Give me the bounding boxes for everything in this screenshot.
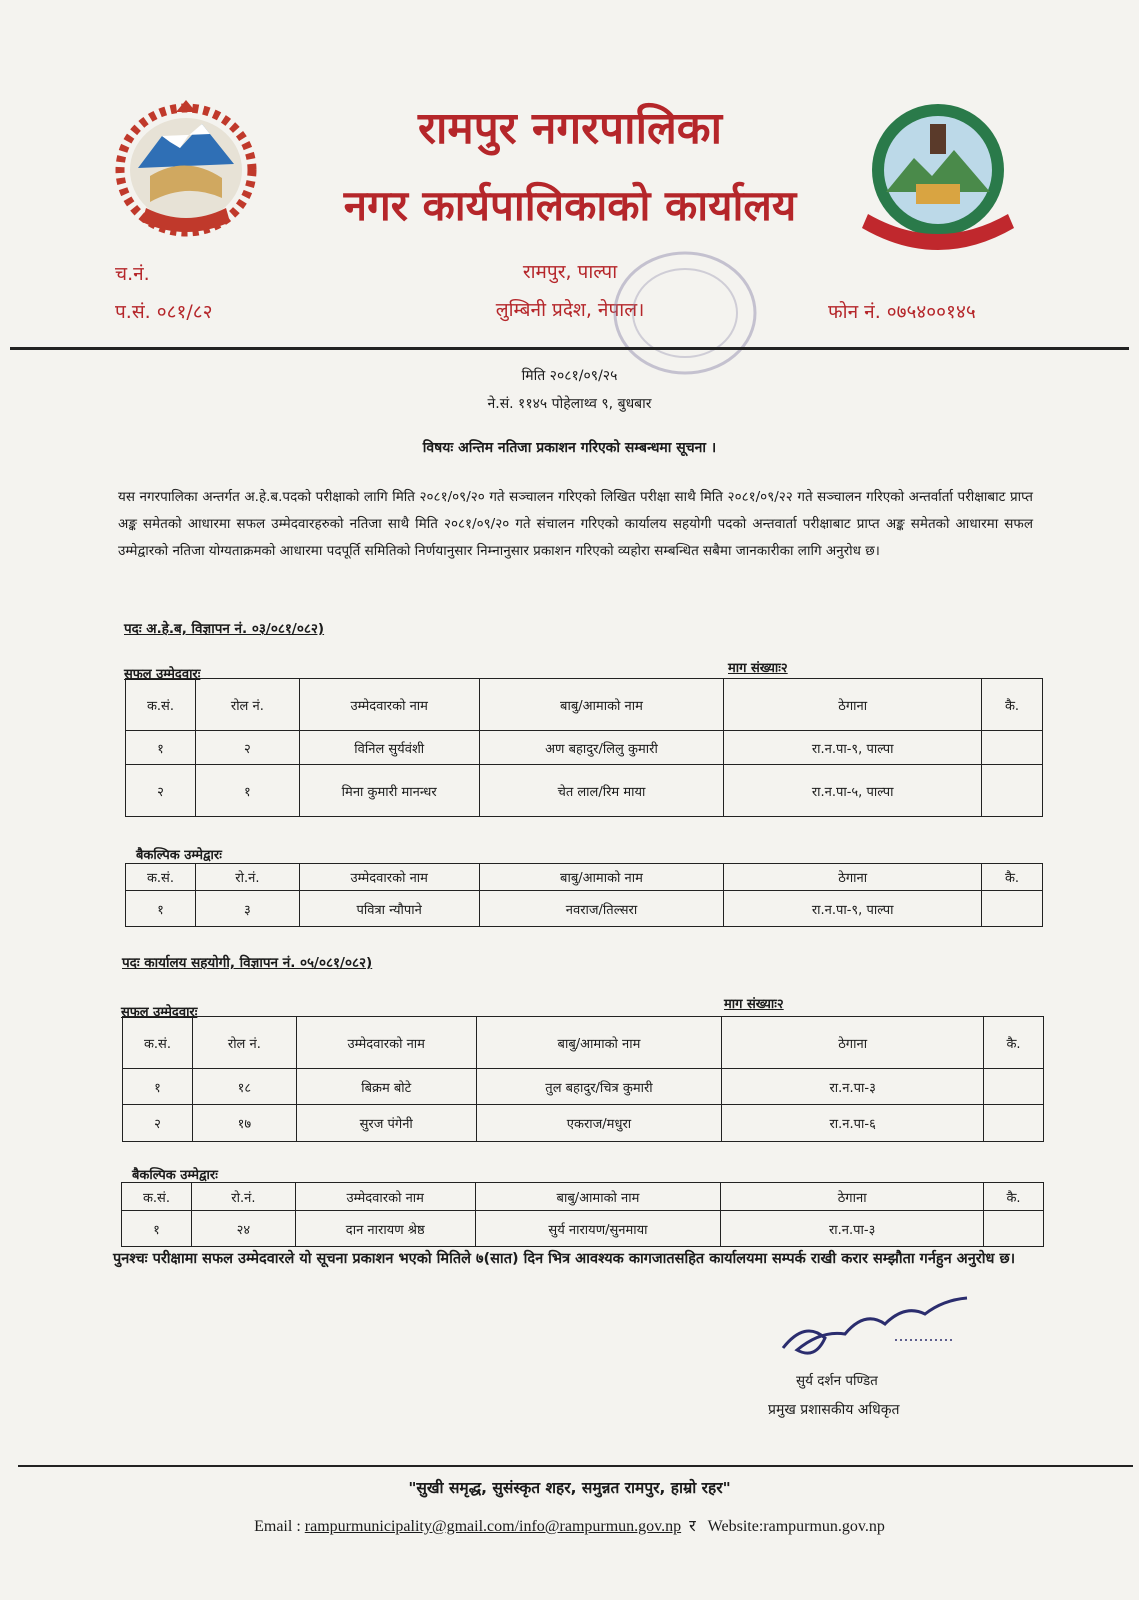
table-cell: रा.न.पा-९, पाल्पा bbox=[724, 731, 982, 765]
header-divider bbox=[10, 347, 1129, 350]
header-cell: क.सं. bbox=[123, 1017, 193, 1069]
table-row bbox=[123, 1105, 1044, 1142]
header-cell: उम्मेदवारको नाम bbox=[299, 864, 479, 891]
header-cell: बाबु/आमाको नाम bbox=[476, 1017, 722, 1069]
alternate-table-office-assistant bbox=[121, 1182, 1044, 1247]
table-cell: १ bbox=[122, 1211, 192, 1247]
table-cell: ३ bbox=[195, 891, 299, 927]
alternate-label: बैकल्पिक उम्मेद्वारः bbox=[132, 1168, 218, 1183]
table-header-row bbox=[126, 679, 1043, 731]
municipality-logo-icon bbox=[856, 96, 1020, 272]
header-cell: रो.नं. bbox=[195, 864, 299, 891]
table-cell: नवराज/तिल्सरा bbox=[479, 891, 724, 927]
table-cell: २ bbox=[195, 731, 299, 765]
fiscal-year: प.सं. ०८१/८२ bbox=[115, 301, 213, 323]
municipality-title: रामपुर नगरपालिका bbox=[417, 103, 722, 154]
table-cell: मिना कुमारी मानन्धर bbox=[299, 765, 479, 817]
address-line-2: लुम्बिनी प्रदेश, नेपाल। bbox=[495, 299, 645, 321]
table-cell: बिक्रम बोटे bbox=[296, 1069, 476, 1105]
table-cell: १ bbox=[126, 731, 196, 765]
table-cell: पवित्रा न्यौपाने bbox=[299, 891, 479, 927]
successful-label: सफल उम्मेदवारः bbox=[124, 667, 201, 682]
signature-icon bbox=[775, 1290, 975, 1370]
table-cell: रा.न.पा-९, पाल्पा bbox=[724, 891, 982, 927]
table-cell: १८ bbox=[192, 1069, 296, 1105]
header-cell: बाबु/आमाको नाम bbox=[475, 1183, 721, 1211]
header-cell: रो.नं. bbox=[191, 1183, 295, 1211]
header-cell: क.सं. bbox=[126, 864, 196, 891]
demand-count: माग संख्याः२ bbox=[724, 997, 784, 1012]
table-cell: सुरज पंगेनी bbox=[296, 1105, 476, 1142]
email-label: Email : bbox=[254, 1518, 301, 1535]
header-cell: क.सं. bbox=[126, 679, 196, 731]
table-cell: १ bbox=[126, 891, 196, 927]
header-cell: बाबु/आमाको नाम bbox=[479, 864, 724, 891]
notice-body: यस नगरपालिका अन्तर्गत अ.हे.ब.पदको परीक्षाको लागि मिति २०८१/०९/२० गते सञ्चालन गरिएको लिखित परीक्षा साथै मिति २०८१/०९/२२ गते सञ्चालन गरिएको अन्तर्वार्ता परीक्षाबाट प्राप्त अङ्क समेतको आधारमा सफल उम्मेदवारहरुको नतिजा साथै मिति २०८१/०९/२० गते संचालन गरिएको कार्यालय सहयोगी पदको अन्तवार्ता परीक्षाबाट प्राप्त अङ्क समेतको आधारमा सफल उम्मेद्वारको नतिजा योग्यताक्रमको आधारमा पदपूर्ति समितिको निर्णयानुसार निम्नानुसार प्रकाशन गरिएको व्यहोरा सम्बन्धित सबैमा जानकारीका लागि अनुरोध छ। bbox=[118, 489, 1033, 559]
header-cell: उम्मेदवारको नाम bbox=[295, 1183, 475, 1211]
table-header-row bbox=[123, 1017, 1044, 1069]
table-cell: २ bbox=[123, 1105, 193, 1142]
table-cell: २४ bbox=[191, 1211, 295, 1247]
table-cell: चेत लाल/रिम माया bbox=[479, 765, 724, 817]
alternate-table-aheb bbox=[125, 863, 1043, 927]
footer-divider bbox=[18, 1465, 1133, 1467]
table-row bbox=[126, 891, 1043, 927]
notice-date: मिति २०८१/०९/२५ bbox=[521, 368, 618, 384]
header-cell: कै. bbox=[982, 679, 1043, 731]
table-cell bbox=[984, 1211, 1044, 1247]
header-cell: ठेगाना bbox=[722, 1017, 984, 1069]
address-line-1: रामपुर, पाल्पा bbox=[522, 261, 618, 283]
nepal-emblem-icon bbox=[110, 98, 262, 244]
table-cell: विनिल सुर्यवंशी bbox=[299, 731, 479, 765]
table-cell bbox=[982, 891, 1043, 927]
table-cell: रा.न.पा-५, पाल्पा bbox=[724, 765, 982, 817]
header-cell: कै. bbox=[984, 1183, 1044, 1211]
table-cell: रा.न.पा-३ bbox=[721, 1211, 984, 1247]
successful-table-aheb bbox=[125, 678, 1043, 817]
table-cell bbox=[984, 1105, 1044, 1142]
office-title: नगर कार्यपालिकाको कार्यालय bbox=[343, 181, 797, 230]
table-cell: १ bbox=[195, 765, 299, 817]
post-label-office-assistant: पदः कार्यालय सहयोगी, विज्ञापन नं. ०५/०८१/०८२) bbox=[122, 955, 373, 971]
header-cell: उम्मेदवारको नाम bbox=[296, 1017, 476, 1069]
demand-count: माग संख्याः२ bbox=[728, 661, 788, 676]
table-cell: १७ bbox=[192, 1105, 296, 1142]
successful-label: सफल उम्मेदवारः bbox=[121, 1005, 198, 1020]
table-cell bbox=[984, 1069, 1044, 1105]
header-cell: बाबु/आमाको नाम bbox=[479, 679, 724, 731]
header-cell: रोल नं. bbox=[195, 679, 299, 731]
header-cell: ठेगाना bbox=[724, 864, 982, 891]
signatory-title: प्रमुख प्रशासकीय अधिकृत bbox=[768, 1402, 900, 1418]
table-cell bbox=[982, 731, 1043, 765]
email-link[interactable]: rampurmunicipality@gmail.com/info@rampurmun.gov.np bbox=[304, 1518, 682, 1535]
header-cell: ठेगाना bbox=[721, 1183, 984, 1211]
table-cell: अण बहादुर/लिलु कुमारी bbox=[479, 731, 724, 765]
table-cell bbox=[982, 765, 1043, 817]
municipality-slogan: "सुखी समृद्ध, सुसंस्कृत शहर, समुन्नत रामपुर, हाम्रो रहर" bbox=[408, 1479, 731, 1497]
website-link[interactable]: Website:rampurmun.gov.np bbox=[707, 1518, 885, 1535]
header-cell: ठेगाना bbox=[724, 679, 982, 731]
table-cell: दान नारायण श्रेष्ठ bbox=[295, 1211, 475, 1247]
table-header-row bbox=[122, 1183, 1044, 1211]
table-row bbox=[123, 1069, 1044, 1105]
postscript-note: पुनश्चः परीक्षामा सफल उम्मेदवारले यो सूचना प्रकाशन भएको मितिले ७(सात) दिन भित्र आवश्यक कागजातसहित कार्यालयमा सम्पर्क राखी करार सम्झौता गर्नहुन अनुरोध छ। bbox=[113, 1251, 1016, 1267]
table-cell: रा.न.पा-३ bbox=[722, 1069, 984, 1105]
phone-number: फोन नं. ०७५४००१४५ bbox=[828, 301, 976, 323]
reference-number: च.नं. bbox=[115, 263, 150, 285]
header-cell: क.सं. bbox=[122, 1183, 192, 1211]
table-row bbox=[126, 731, 1043, 765]
signatory-name: सुर्य दर्शन पण्डित bbox=[796, 1373, 878, 1389]
table-row bbox=[126, 765, 1043, 817]
alternate-label: बैकल्पिक उम्मेद्वारः bbox=[136, 848, 222, 863]
notice-subject: विषयः अन्तिम नतिजा प्रकाशन गरिएको सम्बन्धमा सूचना । bbox=[422, 440, 717, 456]
header-cell: रोल नं. bbox=[192, 1017, 296, 1069]
contact-footer bbox=[0, 1514, 1139, 1536]
table-cell: सुर्य नारायण/सुनमाया bbox=[475, 1211, 721, 1247]
table-cell: रा.न.पा-६ bbox=[722, 1105, 984, 1142]
table-header-row bbox=[126, 864, 1043, 891]
header-cell: कै. bbox=[984, 1017, 1044, 1069]
table-cell: एकराज/मधुरा bbox=[476, 1105, 722, 1142]
successful-table-office-assistant bbox=[122, 1016, 1044, 1142]
footer-separator: र bbox=[689, 1518, 696, 1535]
header-cell: कै. bbox=[982, 864, 1043, 891]
nepal-sambat-date: ने.सं. ११४५ पोहेलाथ्व ९, बुधबार bbox=[487, 396, 652, 412]
header-cell: उम्मेदवारको नाम bbox=[299, 679, 479, 731]
table-cell: तुल बहादुर/चित्र कुमारी bbox=[476, 1069, 722, 1105]
table-cell: १ bbox=[123, 1069, 193, 1105]
table-cell: २ bbox=[126, 765, 196, 817]
post-label-aheb: पदः अ.हे.ब, विज्ञापन नं. ०३/०८१/०८२) bbox=[124, 621, 325, 637]
table-row bbox=[122, 1211, 1044, 1247]
